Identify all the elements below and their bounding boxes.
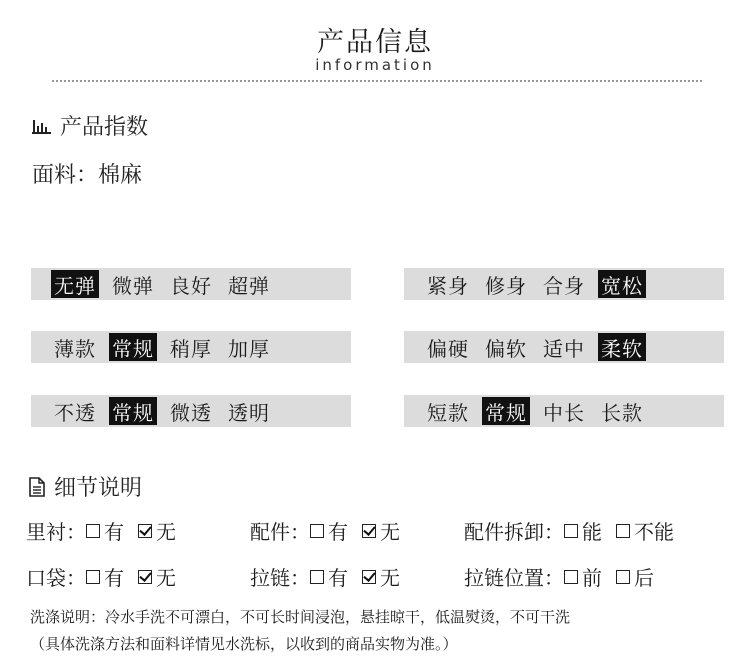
detail-row-2 (26, 562, 668, 591)
checkbox-icon (564, 570, 578, 584)
zipper-position-label: 拉链位置： (464, 566, 564, 590)
lining-no-checkbox[interactable]: 无 (138, 516, 176, 545)
removable-yes-checkbox[interactable]: 能 (564, 516, 602, 545)
fabric-line (32, 158, 142, 189)
pocket-group (26, 562, 250, 591)
softness-option: 柔软 (598, 333, 646, 361)
checkbox-checked-icon (362, 524, 376, 538)
softness-option: 偏软 (485, 336, 527, 361)
zipper-yes-checkbox[interactable]: 有 (310, 562, 348, 591)
accessory-yes-checkbox[interactable]: 有 (310, 516, 348, 545)
checkbox-icon (616, 570, 630, 584)
removable-no-checkbox[interactable]: 不能 (616, 516, 674, 545)
zipper-position-group (464, 562, 668, 591)
length-bar (404, 395, 724, 427)
fit-option: 合身 (543, 273, 585, 298)
softness-option: 适中 (543, 336, 585, 361)
elasticity-bar (31, 268, 351, 300)
document-icon (28, 477, 46, 497)
checkbox-checked-icon (362, 570, 376, 584)
index-section-title: 产品指数 (60, 115, 149, 140)
checkbox-checked-icon (138, 524, 152, 538)
lining-group (26, 516, 250, 545)
transparency-bar (31, 395, 351, 427)
index-section-heading (32, 110, 148, 141)
accessory-group (250, 516, 464, 545)
page-title: 产品信息 (317, 27, 433, 58)
wash-instructions: 洗涤说明：冷水手洗不可漂白，不可长时间浸泡，悬挂晾干，低温熨烫，不可干洗 (30, 608, 571, 626)
length-option: 长款 (601, 400, 643, 425)
thickness-option: 加厚 (228, 336, 270, 361)
accessory-label: 配件： (250, 520, 310, 544)
elasticity-option: 微弹 (112, 273, 154, 298)
length-option: 中长 (543, 400, 585, 425)
fit-option: 紧身 (427, 273, 469, 298)
softness-bar (404, 331, 724, 363)
transparency-option: 微透 (170, 400, 212, 425)
lining-yes-checkbox[interactable]: 有 (86, 516, 124, 545)
thickness-bar (31, 331, 351, 363)
detail-section-title: 细节说明 (54, 476, 143, 501)
elasticity-option: 无弹 (51, 270, 99, 298)
detail-section-heading (28, 471, 142, 502)
checkbox-icon (86, 570, 100, 584)
fit-option: 宽松 (598, 270, 646, 298)
accessory-no-checkbox[interactable]: 无 (362, 516, 400, 545)
dotted-divider (52, 80, 702, 82)
fit-option: 修身 (485, 273, 527, 298)
bar-chart-icon (32, 118, 52, 134)
checkbox-icon (310, 524, 324, 538)
thickness-option: 薄款 (54, 336, 96, 361)
zipper-back-checkbox[interactable]: 后 (616, 562, 654, 591)
thickness-option: 稍厚 (170, 336, 212, 361)
zipper-no-checkbox[interactable]: 无 (362, 562, 400, 591)
length-option: 常规 (482, 397, 530, 425)
pocket-label: 口袋： (26, 566, 86, 590)
checkbox-icon (86, 524, 100, 538)
pocket-yes-checkbox[interactable]: 有 (86, 562, 124, 591)
wash-note: （具体洗涤方法和面料详情见水洗标，以收到的商品实物为准。） (30, 635, 458, 653)
softness-option: 偏硬 (427, 336, 469, 361)
fabric-value: 棉麻 (98, 163, 143, 188)
accessory-removable-label: 配件拆卸： (464, 520, 564, 544)
lining-label: 里衬： (26, 520, 86, 544)
thickness-option: 常规 (109, 333, 157, 361)
elasticity-option: 超弹 (228, 273, 270, 298)
checkbox-icon (616, 524, 630, 538)
page-subtitle: information (315, 56, 435, 74)
checkbox-icon (310, 570, 324, 584)
detail-row-1 (26, 516, 688, 545)
fabric-label: 面料： (32, 163, 99, 188)
transparency-option: 不透 (54, 400, 96, 425)
checkbox-icon (564, 524, 578, 538)
zipper-front-checkbox[interactable]: 前 (564, 562, 602, 591)
length-option: 短款 (427, 400, 469, 425)
fit-bar (404, 268, 724, 300)
checkbox-checked-icon (138, 570, 152, 584)
transparency-option: 常规 (109, 397, 157, 425)
accessory-removable-group (464, 516, 688, 545)
pocket-no-checkbox[interactable]: 无 (138, 562, 176, 591)
elasticity-option: 良好 (170, 273, 212, 298)
zipper-group (250, 562, 464, 591)
zipper-label: 拉链： (250, 566, 310, 590)
transparency-option: 透明 (228, 400, 270, 425)
